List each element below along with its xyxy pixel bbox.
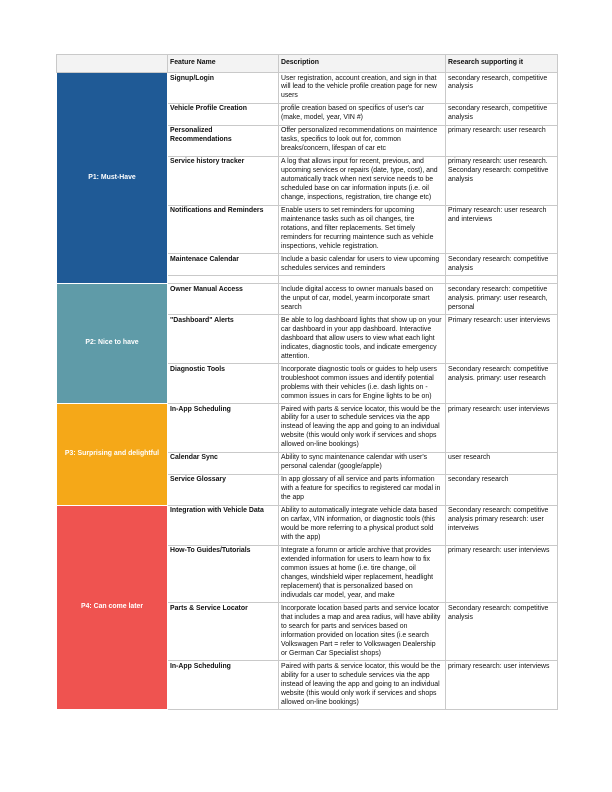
feature-name: Parts & Service Locator [168, 603, 279, 661]
feature-research: primary research: user research. Secondary research: competitive analysis [446, 156, 558, 205]
feature-description: User registration, account creation, and sign in that will lead to the vehicle profile creation page for new users [279, 73, 446, 104]
priority-label-p2: P2: Nice to have [57, 284, 168, 404]
empty-cell [279, 276, 446, 284]
priority-label-p3: P3: Surprising and delightful [57, 404, 168, 506]
feature-name: Maintenace Calendar [168, 254, 279, 276]
feature-description: Include a basic calendar for users to view upcoming schedules services and reminders [279, 254, 446, 276]
feature-name: Service Glossary [168, 474, 279, 505]
feature-name: Integration with Vehicle Data [168, 505, 279, 545]
feature-description: Be able to log dashboard lights that show up on your car dashboard in your app dashboard. Interactive dashboard that allow users to view what each light indicates, diagnostic tools, and indicate emergency attention. [279, 315, 446, 364]
feature-name: Owner Manual Access [168, 284, 279, 315]
feature-research: secondary research, competitive analysis [446, 73, 558, 104]
feature-research: Secondary research: competitive analysis. primary: user research [446, 364, 558, 404]
feature-research: Primary research: user interviews [446, 315, 558, 364]
feature-description: Ability to automatically integrate vehicle data based on carfax, VIN information, or diagnostic tools (this would be more referring to a physical product sold with the app) [279, 505, 446, 545]
feature-research: Secondary research: competitive analysis primary research: user interveiws [446, 505, 558, 545]
feature-description: A log that allows input for recent, previous, and upcoming services or repairs (date, type, cost), and automatically track when next service needs to be scheduled base on car information inputs (i.e. oil change, inspections, registration, tire change etc) [279, 156, 446, 205]
feature-description: Integrate a forumn or article archive that provides extended information for users to learn how to fix common issues at home (i.e. tire change, oil changes, windshield wiper replacement, headlight replacement) that is personalized based on indivudals car model, year, and make [279, 545, 446, 603]
feature-research: Primary research: user research and interviews [446, 205, 558, 254]
feature-name: Diagnostic Tools [168, 364, 279, 404]
priority-label-p4: P4: Can come later [57, 505, 168, 709]
table-row [57, 284, 558, 315]
feature-research: secondary research: competitive analysis. primary: user research, personal [446, 284, 558, 315]
feature-name: Calendar Sync [168, 452, 279, 474]
feature-description: Incorporate location based parts and service locator that includes a map and area radius, will have ability to search for parts and services based on information provided on location sites (i.e search Volkswagen Part = refer to Volkswagen Dealership or German Car Specialist shops) [279, 603, 446, 661]
feature-research: Secondary research: competitive analysis [446, 254, 558, 276]
feature-name: "Dashboard" Alerts [168, 315, 279, 364]
feature-name: Personalized Recommendations [168, 125, 279, 156]
feature-description: Offer personalized recommendations on maintence tasks, specifics to look out for, common breaks/concern, lifespan of car etc [279, 125, 446, 156]
feature-description: Incorporate diagnostic tools or guides to help users troubleshoot common issues and identify potential problems with their vehicles (i.e. dash lights on - common issues in cars for Engine lights to be on) [279, 364, 446, 404]
table-row [57, 505, 558, 545]
feature-research: secondary research, competitive analysis [446, 103, 558, 125]
header-feature-name: Feature Name [168, 55, 279, 73]
header-priority [57, 55, 168, 73]
feature-description: Enable users to set reminders for upcoming maintenance tasks such as oil changes, tire rotations, and filter replacements. Set timely reminders for recurring maintence such as vehicle inspections, vehicle registration. [279, 205, 446, 254]
feature-name: Vehicle Profile Creation [168, 103, 279, 125]
feature-name: In-App Scheduling [168, 661, 279, 710]
feature-research: Secondary research: competitive analysis [446, 603, 558, 661]
header-description: Description [279, 55, 446, 73]
feature-name: Signup/Login [168, 73, 279, 104]
feature-name: In-App Scheduling [168, 404, 279, 453]
feature-description: Paired with parts & service locator, this would be the ability for a user to schedule services via the app instead of leaving the app and going to an individual website (this would only work if services and shops allowed on-line bookings) [279, 404, 446, 453]
feature-description: In app glossary of all service and parts information with a feature for specifics to registered car modal in the app [279, 474, 446, 505]
feature-description: Ability to sync maintenance calendar with user's personal calendar (google/apple) [279, 452, 446, 474]
priority-label-p1: P1: Must-Have [57, 73, 168, 284]
feature-description: profile creation based on specifics of user's car (make, model, year, VIN #) [279, 103, 446, 125]
header-research: Research supporting it [446, 55, 558, 73]
feature-research: primary research: user interviews [446, 661, 558, 710]
table-row [57, 73, 558, 104]
feature-priority-table [56, 54, 558, 710]
feature-research: primary research: user research [446, 125, 558, 156]
table-header-row [57, 55, 558, 73]
empty-cell [446, 276, 558, 284]
feature-research: primary research: user interviews [446, 404, 558, 453]
feature-description: Include digital access to owner manuals based on the unput of car, model, yearm incorporate smart search [279, 284, 446, 315]
feature-name: How-To Guides/Tutorials [168, 545, 279, 603]
feature-name: Service history tracker [168, 156, 279, 205]
empty-cell [168, 276, 279, 284]
feature-research: primary research: user interviews [446, 545, 558, 603]
feature-description: Paired with parts & service locator, this would be the ability for a user to schedule services via the app instead of leaving the app and going to an individual website (this would only work if services and shops allowed on-line bookings) [279, 661, 446, 710]
feature-research: user research [446, 452, 558, 474]
feature-research: secondary research [446, 474, 558, 505]
feature-name: Notifications and Reminders [168, 205, 279, 254]
table-row [57, 404, 558, 453]
